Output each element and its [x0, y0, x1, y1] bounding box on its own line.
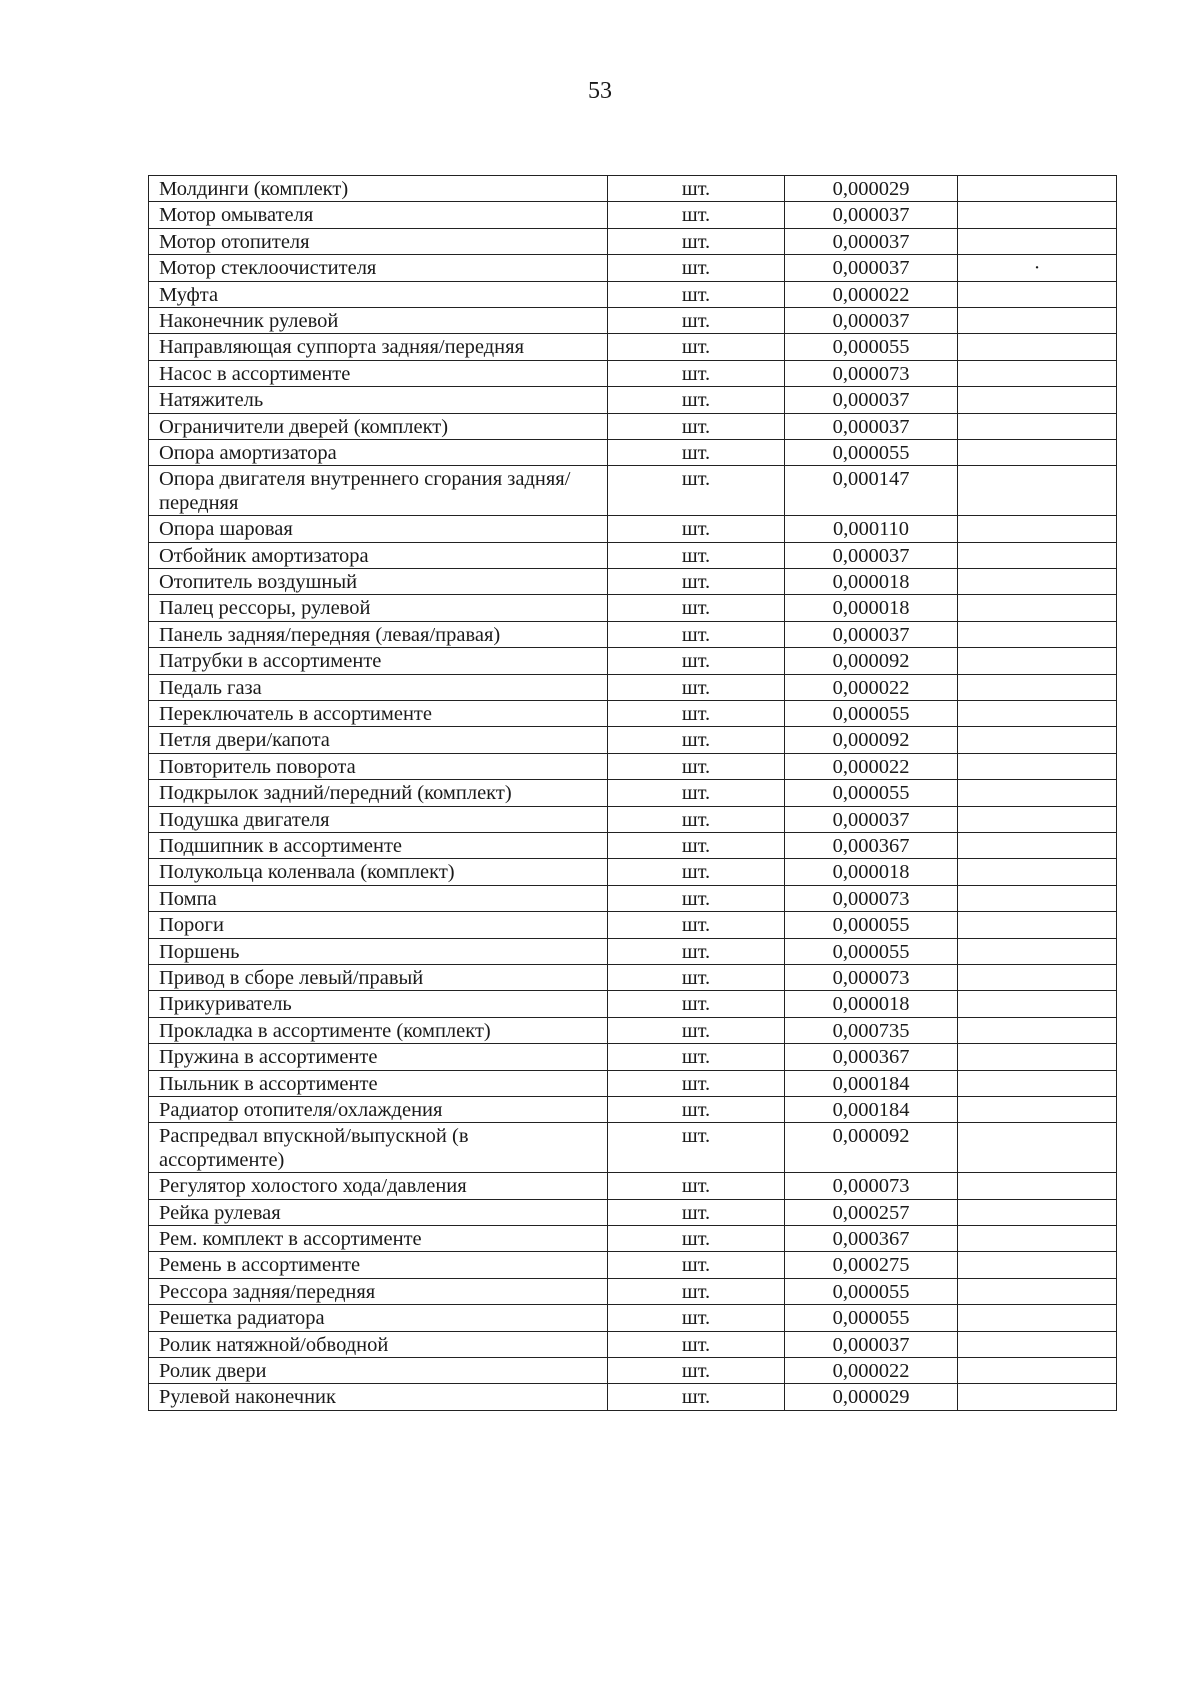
- table-row: [149, 991, 1117, 1017]
- extra-cell: [958, 1358, 1117, 1384]
- item-name-cell: Петля двери/капота: [149, 727, 608, 753]
- table-row: [149, 1044, 1117, 1070]
- value-cell: 0,000037: [785, 255, 958, 281]
- unit-cell: шт.: [608, 281, 785, 307]
- value-cell: 0,000367: [785, 832, 958, 858]
- parts-table-body: [149, 176, 1117, 1411]
- table-row: [149, 595, 1117, 621]
- unit-cell: шт.: [608, 1070, 785, 1096]
- extra-cell: [958, 701, 1117, 727]
- value-cell: 0,000275: [785, 1252, 958, 1278]
- extra-cell: [958, 964, 1117, 990]
- unit-cell: шт.: [608, 228, 785, 254]
- value-cell: 0,000147: [785, 466, 958, 516]
- extra-cell: [958, 1305, 1117, 1331]
- unit-cell: шт.: [608, 648, 785, 674]
- table-row: [149, 439, 1117, 465]
- item-name-cell: Отопитель воздушный: [149, 569, 608, 595]
- value-cell: 0,000018: [785, 595, 958, 621]
- table-row: [149, 701, 1117, 727]
- table-row: [149, 413, 1117, 439]
- table-row: [149, 360, 1117, 386]
- extra-cell: [958, 387, 1117, 413]
- item-name-cell: Ограничители дверей (комплект): [149, 413, 608, 439]
- item-name-cell: Натяжитель: [149, 387, 608, 413]
- item-name-cell: Повторитель поворота: [149, 753, 608, 779]
- unit-cell: шт.: [608, 727, 785, 753]
- table-row: [149, 176, 1117, 202]
- extra-cell: [958, 307, 1117, 333]
- item-name-cell: Распредвал впускной/выпускной (в ассортименте): [149, 1123, 608, 1173]
- value-cell: 0,000037: [785, 307, 958, 333]
- extra-cell: [958, 1331, 1117, 1357]
- item-name-cell: Подушка двигателя: [149, 806, 608, 832]
- unit-cell: шт.: [608, 202, 785, 228]
- value-cell: 0,000257: [785, 1199, 958, 1225]
- value-cell: 0,000055: [785, 334, 958, 360]
- table-row: [149, 1384, 1117, 1410]
- unit-cell: шт.: [608, 1017, 785, 1043]
- item-name-cell: Прикуриватель: [149, 991, 608, 1017]
- item-name-cell: Привод в сборе левый/правый: [149, 964, 608, 990]
- item-name-cell: Переключатель в ассортименте: [149, 701, 608, 727]
- table-row: [149, 753, 1117, 779]
- extra-cell: [958, 780, 1117, 806]
- table-row: [149, 621, 1117, 647]
- unit-cell: шт.: [608, 360, 785, 386]
- extra-cell: [958, 621, 1117, 647]
- item-name-cell: Помпа: [149, 885, 608, 911]
- table-row: [149, 307, 1117, 333]
- value-cell: 0,000037: [785, 228, 958, 254]
- extra-cell: [958, 938, 1117, 964]
- table-row: [149, 255, 1117, 281]
- value-cell: 0,000184: [785, 1070, 958, 1096]
- value-cell: 0,000110: [785, 516, 958, 542]
- item-name-cell: Рессора задняя/передняя: [149, 1278, 608, 1304]
- unit-cell: шт.: [608, 413, 785, 439]
- item-name-cell: Опора шаровая: [149, 516, 608, 542]
- extra-cell: [958, 859, 1117, 885]
- item-name-cell: Отбойник амортизатора: [149, 542, 608, 568]
- unit-cell: шт.: [608, 674, 785, 700]
- table-row: [149, 202, 1117, 228]
- table-row: [149, 1278, 1117, 1304]
- value-cell: 0,000367: [785, 1044, 958, 1070]
- item-name-cell: Молдинги (комплект): [149, 176, 608, 202]
- unit-cell: шт.: [608, 1252, 785, 1278]
- extra-cell: [958, 648, 1117, 674]
- value-cell: 0,000055: [785, 1305, 958, 1331]
- unit-cell: шт.: [608, 255, 785, 281]
- extra-cell: [958, 1199, 1117, 1225]
- unit-cell: шт.: [608, 806, 785, 832]
- item-name-cell: Опора амортизатора: [149, 439, 608, 465]
- table-row: [149, 387, 1117, 413]
- value-cell: 0,000037: [785, 542, 958, 568]
- extra-cell: [958, 991, 1117, 1017]
- extra-cell: [958, 1123, 1117, 1173]
- value-cell: 0,000055: [785, 439, 958, 465]
- value-cell: 0,000029: [785, 176, 958, 202]
- unit-cell: шт.: [608, 912, 785, 938]
- item-name-cell: Патрубки в ассортименте: [149, 648, 608, 674]
- unit-cell: шт.: [608, 938, 785, 964]
- extra-cell: [958, 1278, 1117, 1304]
- extra-cell: [958, 1384, 1117, 1410]
- item-name-cell: Ролик натяжной/обводной: [149, 1331, 608, 1357]
- extra-cell: [958, 912, 1117, 938]
- item-name-cell: Наконечник рулевой: [149, 307, 608, 333]
- value-cell: 0,000092: [785, 648, 958, 674]
- table-row: [149, 674, 1117, 700]
- table-row: [149, 516, 1117, 542]
- table-row: [149, 885, 1117, 911]
- item-name-cell: Радиатор отопителя/охлаждения: [149, 1096, 608, 1122]
- value-cell: 0,000073: [785, 1173, 958, 1199]
- value-cell: 0,000022: [785, 281, 958, 307]
- table-row: [149, 780, 1117, 806]
- unit-cell: шт.: [608, 466, 785, 516]
- table-row: [149, 1358, 1117, 1384]
- unit-cell: шт.: [608, 1305, 785, 1331]
- item-name-cell: Рем. комплект в ассортименте: [149, 1226, 608, 1252]
- unit-cell: шт.: [608, 176, 785, 202]
- extra-cell: [958, 569, 1117, 595]
- value-cell: 0,000073: [785, 360, 958, 386]
- item-name-cell: Регулятор холостого хода/давления: [149, 1173, 608, 1199]
- unit-cell: шт.: [608, 595, 785, 621]
- table-row: [149, 1173, 1117, 1199]
- table-row: [149, 1123, 1117, 1173]
- value-cell: 0,000018: [785, 991, 958, 1017]
- value-cell: 0,000037: [785, 621, 958, 647]
- item-name-cell: Подкрылок задний/передний (комплект): [149, 780, 608, 806]
- value-cell: 0,000022: [785, 753, 958, 779]
- table-row: [149, 228, 1117, 254]
- unit-cell: шт.: [608, 701, 785, 727]
- extra-cell: [958, 832, 1117, 858]
- parts-table: [148, 175, 1117, 1411]
- unit-cell: шт.: [608, 1331, 785, 1357]
- extra-cell: [958, 1044, 1117, 1070]
- unit-cell: шт.: [608, 569, 785, 595]
- table-row: [149, 466, 1117, 516]
- unit-cell: шт.: [608, 516, 785, 542]
- table-row: [149, 334, 1117, 360]
- unit-cell: шт.: [608, 1123, 785, 1173]
- extra-cell: [958, 727, 1117, 753]
- extra-cell: [958, 1252, 1117, 1278]
- unit-cell: шт.: [608, 859, 785, 885]
- value-cell: 0,000092: [785, 727, 958, 753]
- unit-cell: шт.: [608, 1358, 785, 1384]
- extra-cell: [958, 202, 1117, 228]
- value-cell: 0,000735: [785, 1017, 958, 1043]
- value-cell: 0,000029: [785, 1384, 958, 1410]
- table-row: [149, 542, 1117, 568]
- value-cell: 0,000037: [785, 806, 958, 832]
- value-cell: 0,000184: [785, 1096, 958, 1122]
- table-row: [149, 1070, 1117, 1096]
- extra-cell: [958, 753, 1117, 779]
- unit-cell: шт.: [608, 1384, 785, 1410]
- unit-cell: шт.: [608, 334, 785, 360]
- extra-cell: [958, 228, 1117, 254]
- value-cell: 0,000018: [785, 859, 958, 885]
- unit-cell: шт.: [608, 1199, 785, 1225]
- table-row: [149, 1331, 1117, 1357]
- extra-cell: [958, 595, 1117, 621]
- item-name-cell: Полукольца коленвала (комплект): [149, 859, 608, 885]
- item-name-cell: Пороги: [149, 912, 608, 938]
- extra-cell: [958, 1173, 1117, 1199]
- unit-cell: шт.: [608, 991, 785, 1017]
- extra-cell: [958, 885, 1117, 911]
- unit-cell: шт.: [608, 832, 785, 858]
- value-cell: 0,000073: [785, 885, 958, 911]
- item-name-cell: Ролик двери: [149, 1358, 608, 1384]
- table-row: [149, 1096, 1117, 1122]
- item-name-cell: Панель задняя/передняя (левая/правая): [149, 621, 608, 647]
- table-row: [149, 832, 1117, 858]
- item-name-cell: Пружина в ассортименте: [149, 1044, 608, 1070]
- table-row: [149, 648, 1117, 674]
- value-cell: 0,000037: [785, 387, 958, 413]
- value-cell: 0,000055: [785, 1278, 958, 1304]
- item-name-cell: Мотор отопителя: [149, 228, 608, 254]
- unit-cell: шт.: [608, 439, 785, 465]
- value-cell: 0,000037: [785, 202, 958, 228]
- unit-cell: шт.: [608, 1226, 785, 1252]
- table-row: [149, 1017, 1117, 1043]
- item-name-cell: Рейка рулевая: [149, 1199, 608, 1225]
- item-name-cell: Подшипник в ассортименте: [149, 832, 608, 858]
- unit-cell: шт.: [608, 753, 785, 779]
- item-name-cell: Мотор стеклоочистителя: [149, 255, 608, 281]
- unit-cell: шт.: [608, 780, 785, 806]
- extra-cell: [958, 360, 1117, 386]
- extra-cell: [958, 1096, 1117, 1122]
- extra-cell: [958, 176, 1117, 202]
- extra-cell: [958, 413, 1117, 439]
- value-cell: 0,000018: [785, 569, 958, 595]
- unit-cell: шт.: [608, 1044, 785, 1070]
- value-cell: 0,000022: [785, 1358, 958, 1384]
- item-name-cell: Направляющая суппорта задняя/передняя: [149, 334, 608, 360]
- value-cell: 0,000073: [785, 964, 958, 990]
- item-name-cell: Мотор омывателя: [149, 202, 608, 228]
- extra-cell: [958, 1226, 1117, 1252]
- table-row: [149, 1252, 1117, 1278]
- extra-cell: [958, 439, 1117, 465]
- extra-cell: [958, 542, 1117, 568]
- item-name-cell: Насос в ассортименте: [149, 360, 608, 386]
- unit-cell: шт.: [608, 1173, 785, 1199]
- table-row: [149, 727, 1117, 753]
- table-row: [149, 281, 1117, 307]
- table-row: [149, 1226, 1117, 1252]
- unit-cell: шт.: [608, 542, 785, 568]
- item-name-cell: Муфта: [149, 281, 608, 307]
- unit-cell: шт.: [608, 885, 785, 911]
- table-row: [149, 964, 1117, 990]
- extra-cell: [958, 334, 1117, 360]
- extra-cell: [958, 1070, 1117, 1096]
- item-name-cell: Опора двигателя внутреннего сгорания задняя/передняя: [149, 466, 608, 516]
- value-cell: 0,000092: [785, 1123, 958, 1173]
- extra-cell: [958, 281, 1117, 307]
- item-name-cell: Рулевой наконечник: [149, 1384, 608, 1410]
- page-number: 53: [588, 78, 612, 104]
- extra-cell: ·: [958, 255, 1117, 281]
- extra-cell: [958, 1017, 1117, 1043]
- table-row: [149, 912, 1117, 938]
- value-cell: 0,000055: [785, 701, 958, 727]
- table-row: [149, 1305, 1117, 1331]
- value-cell: 0,000055: [785, 938, 958, 964]
- value-cell: 0,000022: [785, 674, 958, 700]
- unit-cell: шт.: [608, 1096, 785, 1122]
- value-cell: 0,000037: [785, 413, 958, 439]
- unit-cell: шт.: [608, 387, 785, 413]
- item-name-cell: Ремень в ассортименте: [149, 1252, 608, 1278]
- unit-cell: шт.: [608, 307, 785, 333]
- table-row: [149, 938, 1117, 964]
- table-row: [149, 859, 1117, 885]
- table-row: [149, 569, 1117, 595]
- extra-cell: [958, 466, 1117, 516]
- extra-cell: [958, 516, 1117, 542]
- unit-cell: шт.: [608, 964, 785, 990]
- value-cell: 0,000055: [785, 912, 958, 938]
- value-cell: 0,000367: [785, 1226, 958, 1252]
- extra-cell: [958, 806, 1117, 832]
- unit-cell: шт.: [608, 621, 785, 647]
- value-cell: 0,000055: [785, 780, 958, 806]
- item-name-cell: Поршень: [149, 938, 608, 964]
- table-row: [149, 806, 1117, 832]
- item-name-cell: Палец рессоры, рулевой: [149, 595, 608, 621]
- table-row: [149, 1199, 1117, 1225]
- item-name-cell: Педаль газа: [149, 674, 608, 700]
- unit-cell: шт.: [608, 1278, 785, 1304]
- value-cell: 0,000037: [785, 1331, 958, 1357]
- item-name-cell: Решетка радиатора: [149, 1305, 608, 1331]
- extra-cell: [958, 674, 1117, 700]
- item-name-cell: Прокладка в ассортименте (комплект): [149, 1017, 608, 1043]
- item-name-cell: Пыльник в ассортименте: [149, 1070, 608, 1096]
